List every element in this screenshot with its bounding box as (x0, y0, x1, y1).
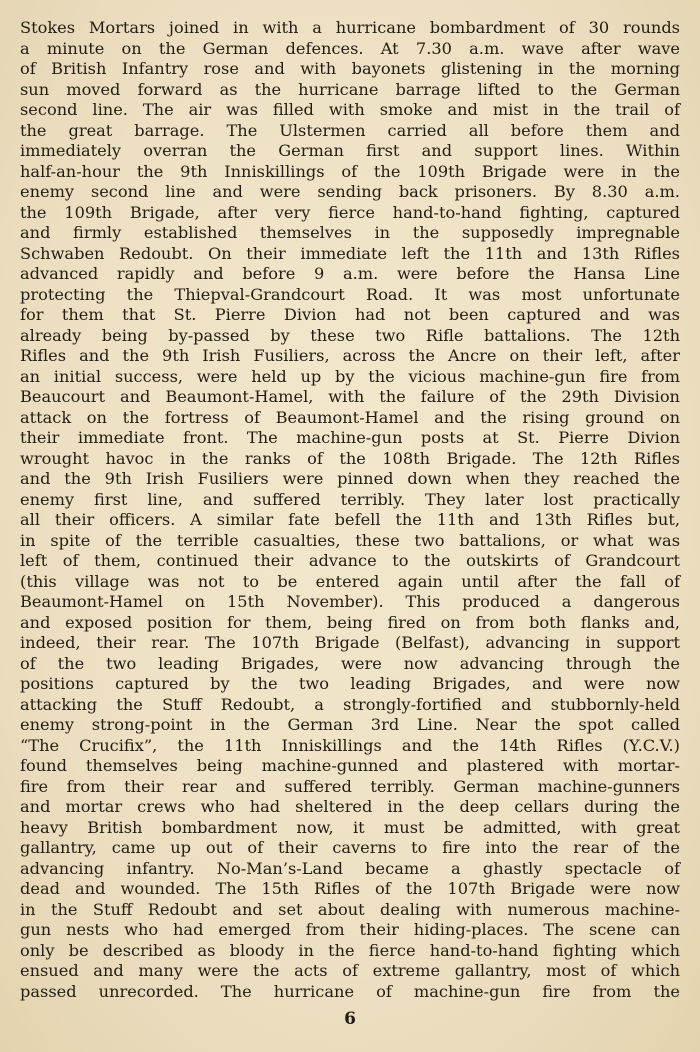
text-line: Stokes Mortars joined in with a hurricane bombardment of 30 rounds (20, 18, 680, 37)
text-line: the 109th Brigade, after very fierce hand-to-hand fighting, captured (20, 202, 680, 222)
text-line: of the two leading Brigades, were now advancing through the (20, 653, 680, 673)
text-line: left of them, continued their advance to the outskirts of Grandcourt (20, 551, 680, 570)
text-line: an initial success, were held up by the vicious machine-gun fire from (20, 366, 680, 386)
text-line: immediately overran the German first and support lines. Within (20, 141, 680, 160)
text-line: and the 9th Irish Fusiliers were pinned down when they reached the (20, 469, 680, 488)
text-line: gallantry, came up out of their caverns to fire into the rear of the (20, 838, 680, 857)
text-line: and mortar crews who had sheltered in the deep cellars during the (20, 797, 680, 816)
text-line: protecting the Thiepval-Grandcourt Road. It was most unfortunate (20, 284, 680, 304)
text-line: gun nests who had emerged from their hiding-places. The scene can (20, 920, 680, 939)
text-line: for them that St. Pierre Divion had not been captured and was (20, 305, 680, 324)
text-line: ensued and many were the acts of extreme gallantry, most of which (20, 961, 680, 980)
text-line: already being by-passed by these two Rifle battalions. The 12th (20, 325, 680, 345)
text-line: in the Stuff Redoubt and set about dealing with numerous machine- (20, 899, 680, 919)
text-line: (this village was not to be entered again until after the fall of (20, 571, 680, 591)
text-line: attacking the Stuff Redoubt, a strongly-fortified and stubbornly-held (20, 694, 680, 714)
text-line: and firmly established themselves in the supposedly impregnable (20, 223, 680, 242)
text-line: enemy second line and were sending back prisoners. By 8.30 a.m. (20, 182, 680, 201)
text-line: indeed, their rear. The 107th Brigade (Belfast), advancing in support (20, 633, 680, 652)
text-line: a minute on the German defences. At 7.30 a.m. wave after wave (20, 38, 680, 58)
page-number: 6 (344, 1009, 356, 1029)
text-line: found themselves being machine-gunned and plastered with mortar- (20, 756, 680, 775)
text-line: Beaumont-Hamel on 15th November). This produced a dangerous (20, 592, 680, 611)
text-line: Beaucourt and Beaumont-Hamel, with the failure of the 29th Division (20, 387, 680, 406)
text-line: attack on the fortress of Beaumont-Hamel and the rising ground on (20, 407, 680, 427)
text-line: of British Infantry rose and with bayonets glistening in the morning (20, 59, 680, 78)
text-line: second line. The air was filled with smoke and mist in the trail of (20, 100, 680, 119)
text-line: dead and wounded. The 15th Rifles of the 107th Brigade were now (20, 879, 680, 898)
text-line: in spite of the terrible casualties, these two battalions, or what was (20, 530, 680, 550)
body-text (20, 18, 680, 1002)
text-line: enemy first line, and suffered terribly. They later lost practically (20, 489, 680, 509)
text-line: heavy British bombardment now, it must be admitted, with great (20, 817, 680, 837)
text-line: enemy strong-point in the German 3rd Line. Near the spot called (20, 715, 680, 734)
text-line: fire from their rear and suffered terribly. German machine-gunners (20, 776, 680, 796)
text-line: passed unrecorded. The hurricane of machine-gun fire from the (20, 981, 680, 1001)
text-line: only be described as bloody in the fierce hand-to-hand fighting which (20, 940, 680, 960)
text-line: Schwaben Redoubt. On their immediate left the 11th and 13th Rifles (20, 243, 680, 263)
text-line: sun moved forward as the hurricane barrage lifted to the German (20, 79, 680, 99)
text-line: advanced rapidly and before 9 a.m. were before the Hansa Line (20, 264, 680, 283)
text-line: their immediate front. The machine-gun posts at St. Pierre Divion (20, 428, 680, 447)
text-line: wrought havoc in the ranks of the 108th Brigade. The 12th Rifles (20, 448, 680, 468)
text-line: positions captured by the two leading Brigades, and were now (20, 674, 680, 693)
text-line: all their officers. A similar fate befell the 11th and 13th Rifles but, (20, 510, 680, 529)
text-line: advancing infantry. No-Man’s-Land became a ghastly spectacle of (20, 858, 680, 878)
text-line: the great barrage. The Ulstermen carried all before them and (20, 120, 680, 140)
text-line: Rifles and the 9th Irish Fusiliers, across the Ancre on their left, after (20, 346, 680, 365)
text-line: half-an-hour the 9th Inniskillings of the 109th Brigade were in the (20, 161, 680, 181)
text-line: “The Crucifix”, the 11th Inniskillings and the 14th Rifles (Y.C.V.) (20, 735, 680, 755)
text-line: and exposed position for them, being fired on from both flanks and, (20, 612, 680, 632)
